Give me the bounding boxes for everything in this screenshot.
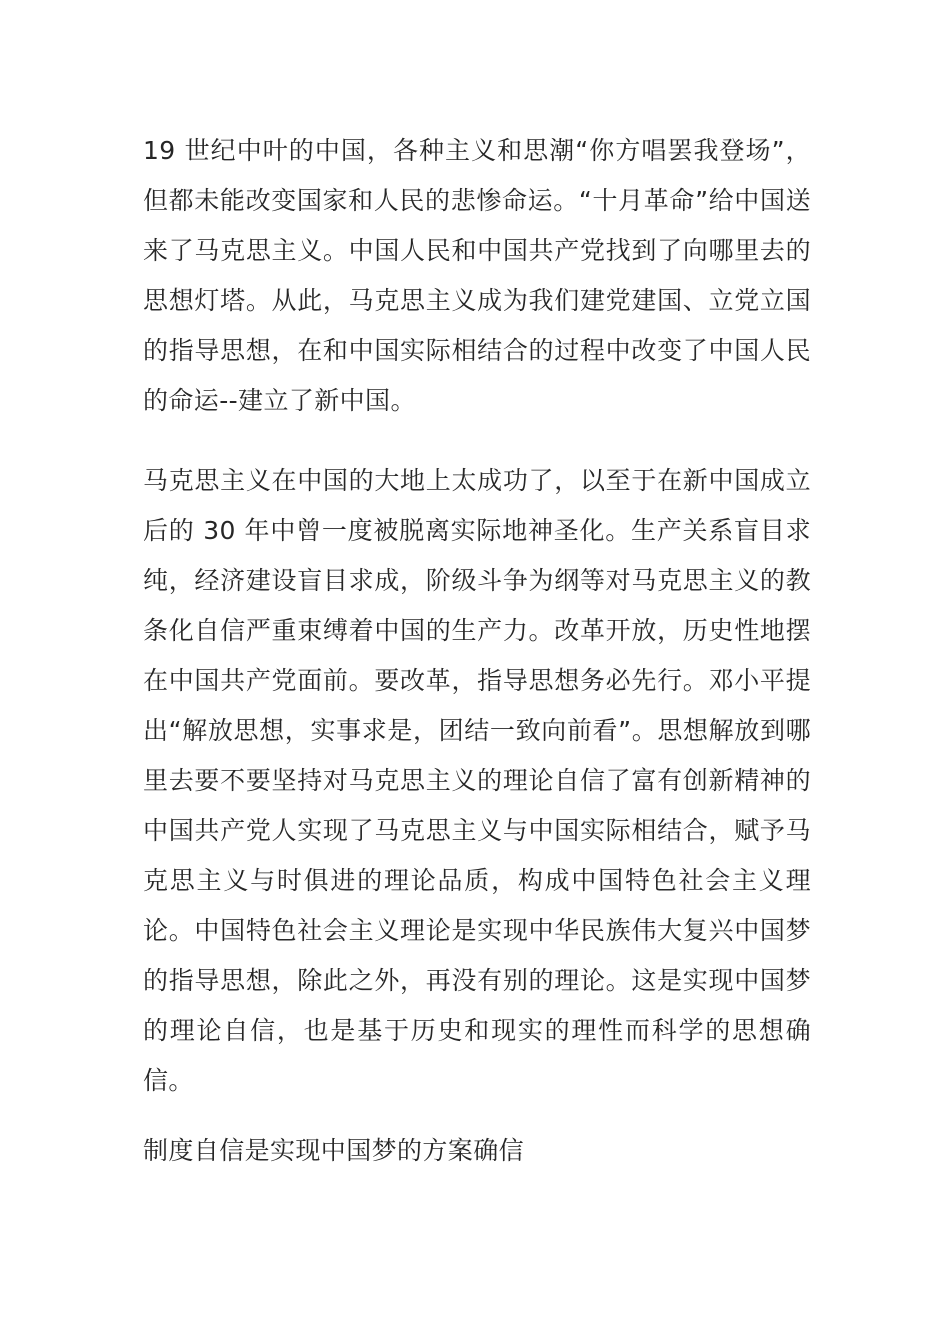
document-page bbox=[143, 126, 811, 1176]
paragraph-theory-confidence: 马克思主义在中国的大地上太成功了，以至于在新中国成立后的 30 年中曾一度被脱离实际地神圣化。生产关系盲目求纯，经济建设盲目求成，阶级斗争为纲等对马克思主义的教条化自信严重束缚着中国的生产力。改革开放，历史性地摆在中国共产党面前。要改革，指导思想务必先行。邓小平提出“解放思想，实事求是，团结一致向前看”。思想解放到哪里去要不要坚持对马克思主义的理论自信了富有创新精神的中国共产党人实现了马克思主义与中国实际相结合，赋予马克思主义与时俱进的理论品质，构成中国特色社会主义理论。中国特色社会主义理论是实现中华民族伟大复兴中国梦的指导思想，除此之外，再没有别的理论。这是实现中国梦的理论自信，也是基于历史和现实的理性而科学的思想确信。 bbox=[143, 466, 811, 1095]
section-heading-system-confidence: 制度自信是实现中国梦的方案确信 bbox=[143, 1136, 525, 1165]
paragraph-history: 19 世纪中叶的中国，各种主义和思潮“你方唱罢我登场”，但都未能改变国家和人民的悲惨命运。“十月革命”给中国送来了马克思主义。中国人民和中国共产党找到了向哪里去的思想灯塔。从此，马克思主义成为我们建党建国、立党立国的指导思想，在和中国实际相结合的过程中改变了中国人民的命运--建立了新中国。 bbox=[143, 136, 811, 415]
